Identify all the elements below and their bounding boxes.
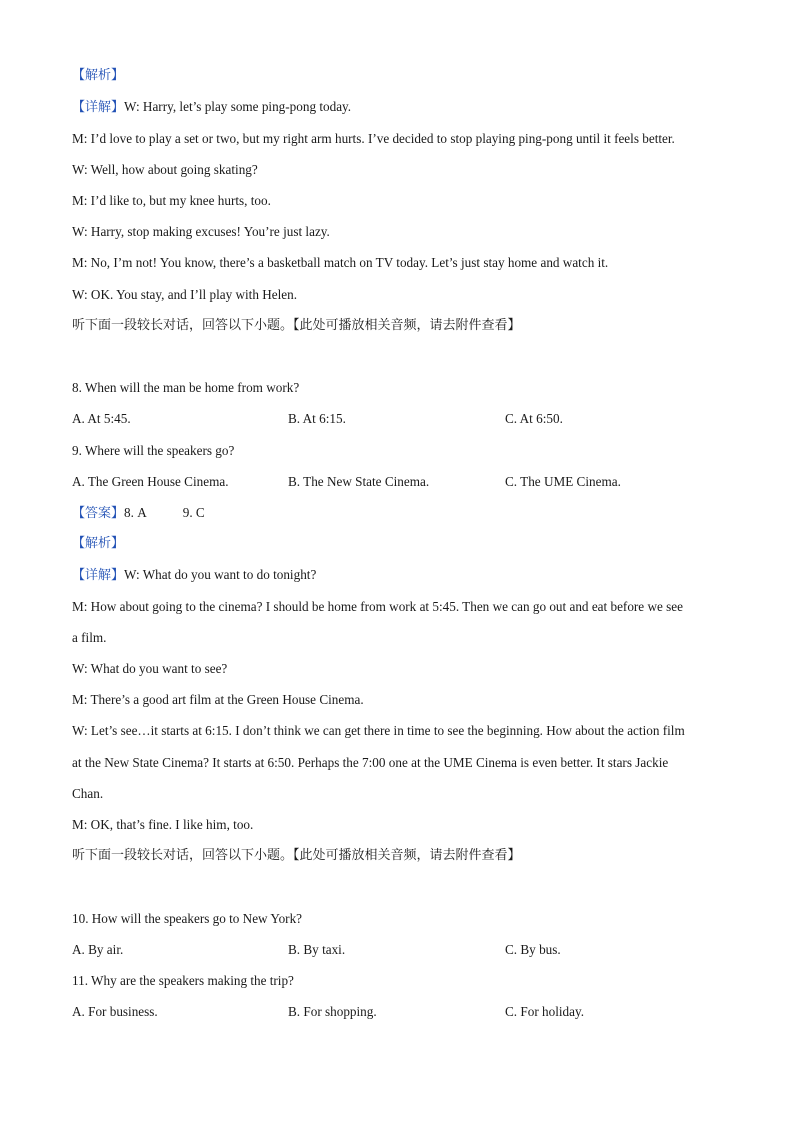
option-8c: C. At 6:50. bbox=[505, 411, 563, 426]
detail-line bbox=[72, 99, 351, 116]
detail-line bbox=[72, 567, 316, 584]
dialogue-line: M: There’s a good art film at the Green House Cinema. bbox=[72, 692, 364, 707]
option-10b: B. By taxi. bbox=[288, 942, 346, 957]
dialogue-line: M: I’d love to play a set or two, but my right arm hurts. I’ve decided to stop playing ping-pong until it feels better. bbox=[72, 131, 675, 146]
answer-tag: 【答案】 bbox=[72, 506, 125, 521]
question-10: 10. How will the speakers go to New York? bbox=[72, 911, 303, 926]
question-8: 8. When will the man be home from work? bbox=[72, 380, 300, 395]
dialogue-line: M: No, I’m not! You know, there’s a basketball match on TV today. Let’s just stay home and watch it. bbox=[72, 255, 609, 270]
dialogue-line: W: Harry, let’s play some ping-pong today. bbox=[124, 99, 352, 114]
dialogue-line: W: What do you want to do tonight? bbox=[124, 567, 317, 582]
option-11b: B. For shopping. bbox=[288, 1004, 377, 1019]
dialogue-line: Chan. bbox=[72, 786, 104, 801]
option-8a: A. At 5:45. bbox=[72, 411, 131, 426]
dialogue-line: W: OK. You stay, and I’ll play with Helen. bbox=[72, 287, 298, 302]
question-9: 9. Where will the speakers go? bbox=[72, 443, 235, 458]
detail-tag: 【详解】 bbox=[72, 568, 125, 583]
dialogue-line: at the New State Cinema? It starts at 6:50. Perhaps the 7:00 one at the UME Cinema is even better. It stars Jackie bbox=[72, 755, 669, 770]
analysis-heading: 【解析】 bbox=[72, 68, 125, 83]
answer-9: 9. C bbox=[182, 505, 205, 520]
option-11a: A. For business. bbox=[72, 1004, 158, 1019]
question-11: 11. Why are the speakers making the trip? bbox=[72, 973, 294, 988]
option-9b: B. The New State Cinema. bbox=[288, 474, 430, 489]
dialogue-line: a film. bbox=[72, 630, 107, 645]
dialogue-line: M: I’d like to, but my knee hurts, too. bbox=[72, 193, 271, 208]
option-8b: B. At 6:15. bbox=[288, 411, 346, 426]
dialogue-line: M: How about going to the cinema? I should be home from work at 5:45. Then we can go out and eat before we see bbox=[72, 599, 683, 614]
option-11c: C. For holiday. bbox=[505, 1004, 585, 1019]
option-9c: C. The UME Cinema. bbox=[505, 474, 621, 489]
dialogue-line: W: Harry, stop making excuses! You’re just lazy. bbox=[72, 224, 330, 239]
listening-instruction: 听下面一段较长对话，回答以下小题。【此处可播放相关音频，请去附件查看】 bbox=[72, 318, 521, 333]
answer-line bbox=[72, 505, 205, 522]
dialogue-line: W: Well, how about going skating? bbox=[72, 162, 258, 177]
listening-instruction: 听下面一段较长对话，回答以下小题。【此处可播放相关音频，请去附件查看】 bbox=[72, 848, 521, 863]
answer-8: 8. A bbox=[124, 505, 147, 520]
option-10a: A. By air. bbox=[72, 942, 124, 957]
analysis-heading: 【解析】 bbox=[72, 536, 125, 551]
detail-tag: 【详解】 bbox=[72, 100, 125, 115]
option-10c: C. By bus. bbox=[505, 942, 561, 957]
dialogue-line: W: What do you want to see? bbox=[72, 661, 228, 676]
option-9a: A. The Green House Cinema. bbox=[72, 474, 229, 489]
dialogue-line: M: OK, that’s fine. I like him, too. bbox=[72, 817, 254, 832]
dialogue-line: W: Let’s see…it starts at 6:15. I don’t think we can get there in time to see the beginning. How about the action film bbox=[72, 723, 685, 738]
